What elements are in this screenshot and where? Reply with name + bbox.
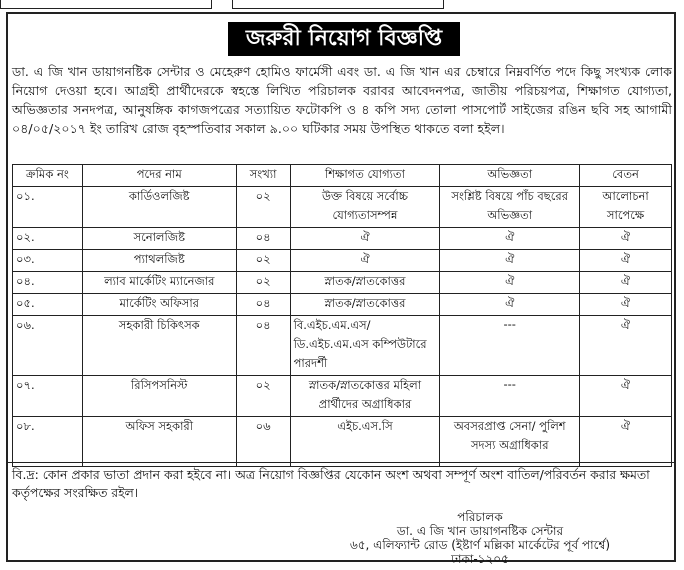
signature-org: ডা. এ জি খান ডায়াগনষ্টিক সেন্টার bbox=[396, 524, 564, 538]
cell-count: ০২ bbox=[236, 376, 290, 417]
cell-post: অফিস সহকারী bbox=[82, 417, 236, 467]
table-row bbox=[13, 250, 672, 272]
cell-count: ০২ bbox=[236, 272, 290, 294]
cell-post: রিসিপসনিস্ট bbox=[82, 376, 236, 417]
prev-ad-edge-left bbox=[0, 0, 212, 9]
cell-education: ঐ bbox=[290, 250, 440, 272]
header-experience: অভিজ্ঞতা bbox=[440, 165, 580, 187]
cell-post: ল্যাব মার্কেটিং ম্যানেজার bbox=[82, 272, 236, 294]
header-count: সংখ্যা bbox=[236, 165, 290, 187]
cell-education: স্নাতক/স্নাতকোত্তর মহিলা প্রার্থীদের অগ্রাধিকার bbox=[290, 376, 440, 417]
cell-count: ০৪ bbox=[236, 228, 290, 250]
cell-post: মার্কেটিং অফিসার bbox=[82, 294, 236, 316]
cell-post: সনোলজিষ্ট bbox=[82, 228, 236, 250]
cell-salary: ঐ bbox=[580, 228, 672, 250]
cell-education: উক্ত বিষয়ে সর্বোচ্চ যোগ্যতাসম্পন্ন bbox=[290, 187, 440, 228]
cell-serial: ০৫. bbox=[13, 294, 83, 316]
advertisement-sheet bbox=[6, 12, 676, 566]
note-separator bbox=[8, 462, 674, 463]
table-row bbox=[13, 272, 672, 294]
top-strip bbox=[0, 0, 684, 10]
intro-paragraph: ডা. এ জি খান ডায়াগনষ্টিক সেন্টার ও মেহেরুণ হোমিও ফার্মেসী এবং ডা. এ জি খান এর চেম্বারে নিম্নবর্ণিত পদে কিছু সংখ্যক লোক নিয়োগ দেওয়া হবে। আগ্রহী প্রার্থীদেরকে স্বহস্তে লিখিত পরিচালক বরাবর আবেদনপত্র, জাতীয় পরিচয়পত্র, শিক্ষাগত যোগ্যতা, অভিজ্ঞতার সনদপত্র, আনুষঙ্গিক কাগজপত্রের সত্যায়িত ফটোকপি ও ৪ কপি সদ্য তোলা পাসপোর্ট সাইজের রঙিন ছবি সহ আগামী ০৪/০৫/২০১৭ ইং তারিখ রোজ বৃহস্পতিবার সকাল ৯.০০ ঘটিকার সময় উপস্থিত থাকতে বলা হইল। bbox=[12, 64, 672, 136]
signature-city: ঢাকা-১২০৫ bbox=[451, 552, 509, 566]
table-header-row bbox=[13, 165, 672, 187]
cell-post: কার্ডিওলজিষ্ট bbox=[82, 187, 236, 228]
header-serial: ক্রমিক নং bbox=[13, 165, 83, 187]
cell-education: স্নাতক/স্নাতকোত্তর bbox=[290, 294, 440, 316]
cell-experience: সংশ্লিষ্ট বিষয়ে পাঁচ বছরের অভিজ্ঞতা bbox=[440, 187, 580, 228]
cell-education: বি.এইচ.এম.এস/ ডি.এইচ.এম.এস কম্পিউটারে পারদর্শী bbox=[290, 316, 440, 376]
cell-salary: ঐ bbox=[580, 272, 672, 294]
cell-experience: ঐ bbox=[440, 272, 580, 294]
cell-salary: ঐ bbox=[580, 294, 672, 316]
cell-count: ০২ bbox=[236, 187, 290, 228]
table-row bbox=[13, 294, 672, 316]
cell-serial: ০৪. bbox=[13, 272, 83, 294]
cell-salary: আলোচনা সাপেক্ষে bbox=[580, 187, 672, 228]
cell-experience: ঐ bbox=[440, 228, 580, 250]
jobs-table bbox=[12, 164, 672, 467]
cell-post: সহকারী চিকিৎসক bbox=[82, 316, 236, 376]
header-education: শিক্ষাগত যোগ্যতা bbox=[290, 165, 440, 187]
signature-address: ৬৫, এলিফ্যান্ট রোড (ইষ্টার্ণ মল্লিকা মার্কেটের পূর্ব পার্শ্বে) bbox=[349, 538, 611, 552]
cell-education: স্নাতক/স্নাতকোত্তর bbox=[290, 272, 440, 294]
header-salary: বেতন bbox=[580, 165, 672, 187]
cell-serial: ০৮. bbox=[13, 417, 83, 467]
cell-serial: ০১. bbox=[13, 187, 83, 228]
ad-title: জরুরী নিয়োগ বিজ্ঞপ্তি bbox=[228, 22, 460, 56]
table-row bbox=[13, 316, 672, 376]
cell-salary: ঐ bbox=[580, 376, 672, 417]
table-row bbox=[13, 417, 672, 467]
cell-count: ০৪ bbox=[236, 316, 290, 376]
cell-education: এইচ.এস.সি bbox=[290, 417, 440, 467]
cell-experience: --- bbox=[440, 316, 580, 376]
cell-count: ০৬ bbox=[236, 417, 290, 467]
cell-count: ০২ bbox=[236, 250, 290, 272]
prev-ad-edge-middle bbox=[232, 0, 444, 9]
cell-count: ০৪ bbox=[236, 294, 290, 316]
cell-post: প্যাথলজিষ্ট bbox=[82, 250, 236, 272]
cell-experience: অবসরপ্রাপ্ত সেনা/ পুলিশ সদস্য অগ্রাধিকার bbox=[440, 417, 580, 467]
table-row bbox=[13, 376, 672, 417]
table-row bbox=[13, 228, 672, 250]
table-row bbox=[13, 187, 672, 228]
cell-experience: ঐ bbox=[440, 250, 580, 272]
cell-salary: ঐ bbox=[580, 250, 672, 272]
signature-block bbox=[300, 510, 660, 566]
cell-serial: ০৩. bbox=[13, 250, 83, 272]
cell-serial: ০৭. bbox=[13, 376, 83, 417]
header-post: পদের নাম bbox=[82, 165, 236, 187]
note-paragraph: বি.দ্র: কোন প্রকার ভাতা প্রদান করা হইবে না। অত্র নিয়োগ বিজ্ঞপ্তির যেকোন অংশ অথবা সম্পূর্ণ অংশ বাতিল/পরিবর্তন করার ক্ষমতা কর্তৃপক্ষের সংরক্ষিত রইল। bbox=[12, 467, 650, 500]
cell-experience: --- bbox=[440, 376, 580, 417]
cell-salary: ঐ bbox=[580, 417, 672, 467]
cell-salary: ঐ bbox=[580, 316, 672, 376]
signature-role: পরিচালক bbox=[457, 510, 503, 524]
cell-serial: ০২. bbox=[13, 228, 83, 250]
cell-experience: ঐ bbox=[440, 294, 580, 316]
cell-education: ঐ bbox=[290, 228, 440, 250]
cell-serial: ০৬. bbox=[13, 316, 83, 376]
